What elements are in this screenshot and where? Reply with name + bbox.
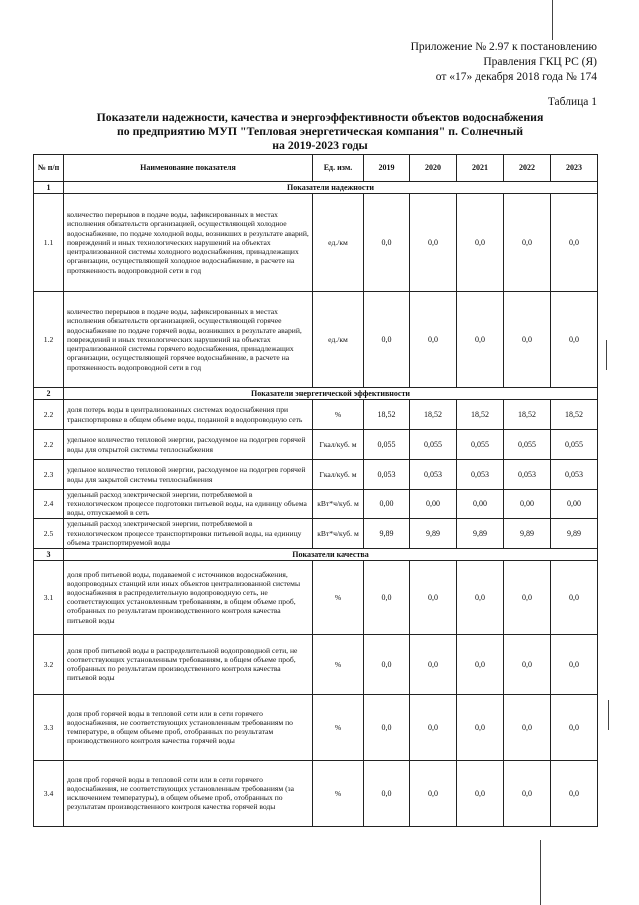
section-title: Показатели надежности [64, 182, 598, 194]
value-cell: 0,0 [504, 760, 551, 826]
row-number: 2.3 [34, 460, 64, 490]
value-cell: 0,0 [504, 560, 551, 634]
value-cell: 0,0 [364, 694, 410, 760]
table-row [34, 694, 598, 760]
value-cell: 18,52 [364, 400, 410, 430]
row-number: 2.4 [34, 490, 64, 519]
value-cell: 0,00 [504, 490, 551, 519]
value-cell: 0,0 [551, 634, 598, 694]
table-row [34, 560, 598, 634]
value-cell: 0,053 [457, 460, 504, 490]
table-row [34, 430, 598, 460]
value-cell: 0,053 [364, 460, 410, 490]
value-cell: 0,00 [364, 490, 410, 519]
table-row [34, 194, 598, 292]
value-cell: 0,0 [457, 694, 504, 760]
col-header-name: Наименование показателя [64, 155, 313, 182]
col-header-2020: 2020 [410, 155, 457, 182]
value-cell: 0,0 [410, 560, 457, 634]
value-cell: 0,053 [504, 460, 551, 490]
indicator-name: удельное количество тепловой энергии, расходуемое на подогрев горячей воды для открытой системы теплоснабжения [64, 430, 313, 460]
appendix-line-1: Приложение № 2.97 к постановлению [410, 41, 597, 53]
appendix-header [357, 40, 597, 85]
value-cell: 0,00 [551, 490, 598, 519]
indicator-name: доля проб горячей воды в тепловой сети или в сети горячего водоснабжения, не соответствующих установленным требованиям (за исключением температуры), в общем объеме проб, отобранных по результатам производственного контроля качества горячей воды [64, 760, 313, 826]
value-cell: 0,0 [457, 560, 504, 634]
col-header-num: № п/п [34, 155, 64, 182]
col-header-2019: 2019 [364, 155, 410, 182]
value-cell: 0,0 [551, 760, 598, 826]
table-label: Таблица 1 [547, 96, 597, 108]
value-cell: 0,055 [410, 430, 457, 460]
value-cell: 0,055 [504, 430, 551, 460]
value-cell: 9,89 [457, 518, 504, 548]
col-header-2023: 2023 [551, 155, 598, 182]
row-number: 1.1 [34, 194, 64, 292]
table-row [34, 760, 598, 826]
value-cell: 0,0 [551, 292, 598, 388]
col-header-unit: Ед. изм. [313, 155, 364, 182]
value-cell: 0,055 [551, 430, 598, 460]
unit-cell: кВт*ч/куб. м [313, 518, 364, 548]
unit-cell: % [313, 560, 364, 634]
indicator-name: удельный расход электрической энергии, потребляемой в технологическом процессе транспортировки питьевой воды, на единицу объема транспортируемой воды [64, 518, 313, 548]
value-cell: 0,0 [504, 634, 551, 694]
value-cell: 9,89 [410, 518, 457, 548]
col-header-2021: 2021 [457, 155, 504, 182]
unit-cell: кВт*ч/куб. м [313, 490, 364, 519]
scan-artifact-line [606, 340, 607, 370]
table-header-row [34, 155, 598, 182]
indicator-name: удельное количество тепловой энергии, расходуемое на подогрев горячей воды для закрытой системы теплоснабжения [64, 460, 313, 490]
row-number: 1.2 [34, 292, 64, 388]
value-cell: 0,055 [457, 430, 504, 460]
indicator-name: доля потерь воды в централизованных системах водоснабжения при транспортировке в общем объеме воды, поданной в водопроводную сеть [64, 400, 313, 430]
table-row [34, 460, 598, 490]
value-cell: 0,0 [364, 194, 410, 292]
scan-artifact-line [540, 840, 541, 905]
value-cell: 0,055 [364, 430, 410, 460]
section-row [34, 548, 598, 560]
value-cell: 0,053 [410, 460, 457, 490]
value-cell: 0,00 [410, 490, 457, 519]
table-row [34, 292, 598, 388]
value-cell: 0,0 [410, 694, 457, 760]
value-cell: 0,0 [504, 694, 551, 760]
row-number: 2.2 [34, 430, 64, 460]
value-cell: 0,0 [457, 194, 504, 292]
value-cell: 0,0 [551, 560, 598, 634]
scan-artifact-line [552, 0, 553, 40]
section-number: 3 [34, 548, 64, 560]
row-number: 2.2 [34, 400, 64, 430]
indicator-name: количество перерывов в подаче воды, зафиксированных в местах исполнения обязательств организацией, осуществляющей холодное водоснабжение, по подаче холодной воды, возникших в результате аварий, повреждений и иных технологических нарушений на объектах централизованной системы холодного водоснабжения, принадлежащих организации, осуществляющей холодное водоснабжение, в расчете на протяженность водопроводной сети в год [64, 194, 313, 292]
table-row [34, 400, 598, 430]
unit-cell: Гкал/куб. м [313, 460, 364, 490]
section-number: 1 [34, 182, 64, 194]
indicator-name: доля проб питьевой воды, подаваемой с источников водоснабжения, водопроводных станций или иных объектов централизованной системы водоснабжения в распределительную водопроводную сеть, не соответствующих установленным требованиям, в общем объеме проб, отобранных по результатам производственного контроля качества питьевой воды [64, 560, 313, 634]
row-number: 3.1 [34, 560, 64, 634]
value-cell: 9,89 [551, 518, 598, 548]
row-number: 2.5 [34, 518, 64, 548]
value-cell: 18,52 [551, 400, 598, 430]
value-cell: 0,0 [457, 760, 504, 826]
value-cell: 0,0 [364, 760, 410, 826]
indicator-name: доля проб горячей воды в тепловой сети или в сети горячего водоснабжения, не соответствующих установленным требованиям по температуре, в общем объеме проб, отобранных по результатам производственного контроля качества горячей воды [64, 694, 313, 760]
value-cell: 0,0 [410, 194, 457, 292]
row-number: 3.4 [34, 760, 64, 826]
col-header-2022: 2022 [504, 155, 551, 182]
table-body [34, 182, 598, 827]
value-cell: 18,52 [410, 400, 457, 430]
title-line-1: Показатели надежности, качества и энергоэффективности объектов водоснабжения [96, 110, 544, 124]
value-cell: 9,89 [504, 518, 551, 548]
section-row [34, 182, 598, 194]
value-cell: 0,0 [504, 194, 551, 292]
indicator-name: доля проб питьевой воды в распределительной водопроводной сети, не соответствующих установленным требованиям, в общем объеме проб, отобранных по результатам производственного контроля качества питьевой воды [64, 634, 313, 694]
value-cell: 0,0 [410, 760, 457, 826]
indicators-table [33, 154, 598, 827]
appendix-line-3: от «17» декабря 2018 года № 174 [435, 71, 597, 83]
value-cell: 18,52 [504, 400, 551, 430]
unit-cell: % [313, 694, 364, 760]
value-cell: 0,0 [457, 634, 504, 694]
scan-artifact-line [608, 700, 609, 730]
section-title: Показатели качества [64, 548, 598, 560]
unit-cell: % [313, 760, 364, 826]
unit-cell: Гкал/куб. м [313, 430, 364, 460]
value-cell: 0,0 [551, 694, 598, 760]
table-row [34, 634, 598, 694]
value-cell: 0,0 [504, 292, 551, 388]
appendix-line-2: Правления ГКЦ РС (Я) [483, 56, 597, 68]
title-line-2: по предприятию МУП "Тепловая энергетическая компания" п. Солнечный [116, 124, 524, 138]
section-title: Показатели энергетической эффективности [64, 388, 598, 400]
value-cell: 18,52 [457, 400, 504, 430]
table-row [34, 490, 598, 519]
indicator-name: количество перерывов в подаче воды, зафиксированных в местах исполнения обязательств организацией, осуществляющей горячее водоснабжение по подаче горячей воды, возникших в результате аварий, повреждений и иных технологических нарушений на объектах централизованной системы горячего водоснабжения, принадлежащих организации, осуществляющей горячее водоснабжение, в расчете на протяженность водопроводной сети в год [64, 292, 313, 388]
value-cell: 9,89 [364, 518, 410, 548]
value-cell: 0,0 [364, 634, 410, 694]
section-row [34, 388, 598, 400]
value-cell: 0,0 [364, 560, 410, 634]
title-line-3: на 2019-2023 годы [272, 138, 368, 152]
indicator-name: удельный расход электрической энергии, потребляемой в технологическом процессе подготовки питьевой воды, на единицу объема воды, отпускаемой в сеть [64, 490, 313, 519]
unit-cell: ед./км [313, 292, 364, 388]
row-number: 3.3 [34, 694, 64, 760]
value-cell: 0,0 [410, 292, 457, 388]
table-row [34, 518, 598, 548]
row-number: 3.2 [34, 634, 64, 694]
unit-cell: % [313, 634, 364, 694]
value-cell: 0,0 [551, 194, 598, 292]
unit-cell: ед./км [313, 194, 364, 292]
value-cell: 0,0 [410, 634, 457, 694]
value-cell: 0,00 [457, 490, 504, 519]
value-cell: 0,0 [457, 292, 504, 388]
value-cell: 0,0 [364, 292, 410, 388]
section-number: 2 [34, 388, 64, 400]
unit-cell: % [313, 400, 364, 430]
document-title [40, 110, 600, 152]
value-cell: 0,053 [551, 460, 598, 490]
